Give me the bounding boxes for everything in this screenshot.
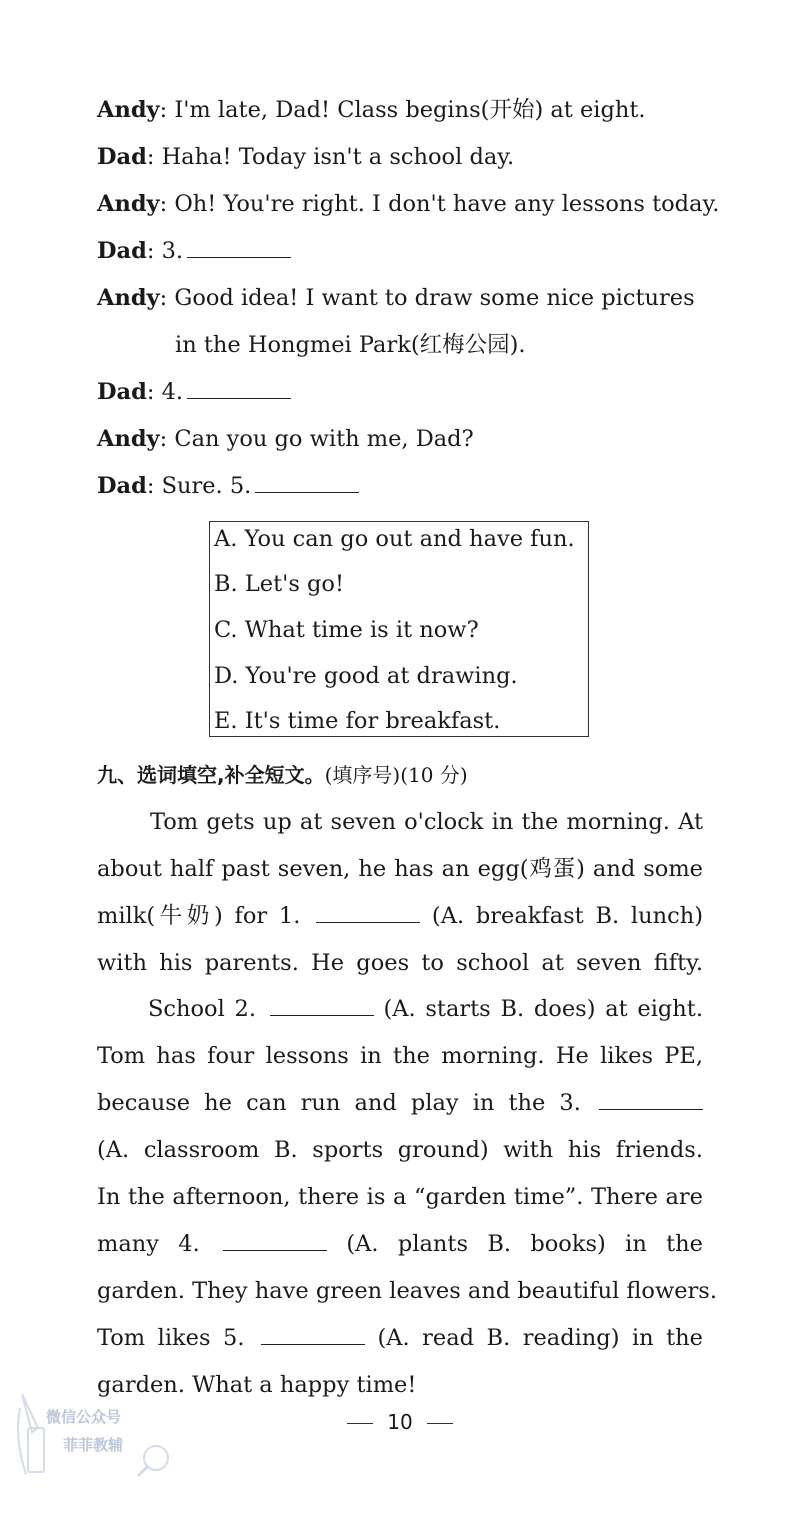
passage-line: many 4. (A. plants B. books) in the (97, 1231, 703, 1257)
speaker-name: Andy (97, 285, 160, 311)
dialogue-line: Andy: Good idea! I want to draw some nice pictures (97, 285, 695, 311)
section-title: 九、选词填空,补全短文。 (97, 763, 325, 787)
dialogue-text: Can you go with me, Dad? (174, 426, 474, 452)
dialogue-text: Sure. 5. (161, 473, 252, 499)
passage-line: Tom has four lessons in the morning. He likes PE, (97, 1043, 703, 1069)
passage-line: Tom gets up at seven o'clock in the morning. At (150, 809, 703, 835)
passage-line: In the afternoon, there is a “garden time”. There are (97, 1184, 703, 1210)
speaker-name: Andy (97, 426, 160, 452)
dialogue-line: Andy: Can you go with me, Dad? (97, 426, 474, 452)
passage-line: because he can run and play in the 3. (97, 1088, 703, 1118)
passage-blank-1[interactable] (316, 902, 420, 923)
answer-blank-3[interactable] (187, 237, 291, 258)
option-d: D. You're good at drawing. (214, 663, 518, 689)
passage-line: Tom likes 5. (A. read B. reading) in the (97, 1325, 703, 1351)
watermark-line2: 菲菲教辅 (63, 1436, 124, 1454)
option-b: B. Let's go! (214, 571, 345, 597)
speaker-name: Dad (97, 473, 147, 499)
speaker-name: Andy (97, 191, 160, 217)
dialogue-text: 3. (161, 238, 184, 264)
passage-blank-3[interactable] (599, 1089, 703, 1110)
page-number: 10 (0, 1410, 800, 1434)
page-dash-left (347, 1423, 373, 1424)
watermark (8, 1388, 173, 1480)
dialogue-line: Andy: Oh! You're right. I don't have any lessons today. (97, 191, 720, 217)
speaker-name: Dad (97, 238, 147, 264)
dialogue-line: Andy: I'm late, Dad! Class begins(开始) at eight. (97, 97, 646, 123)
passage-blank-4[interactable] (223, 1230, 327, 1251)
dialogue-text: Good idea! I want to draw some nice pictures (174, 285, 695, 311)
speaker-name: Dad (97, 379, 147, 405)
passage-line: (A. classroom B. sports ground) with his friends. (97, 1137, 703, 1163)
dialogue-line: Dad: 3. (97, 236, 291, 266)
dialogue-text: I'm late, Dad! Class begins(开始) at eight. (174, 97, 646, 123)
watermark-line1: 微信公众号 (46, 1408, 122, 1426)
answer-blank-5[interactable] (255, 472, 359, 493)
options-box (209, 521, 589, 737)
section-note: (填序号)(10 分) (324, 763, 468, 787)
passage-blank-5[interactable] (261, 1324, 365, 1345)
passage-line: with his parents. He goes to school at seven fifty. (97, 950, 703, 976)
dialogue-line: Dad: 4. (97, 377, 291, 407)
option-c: C. What time is it now? (214, 617, 479, 643)
passage-line: about half past seven, he has an egg(鸡蛋) and some (97, 856, 703, 882)
dialogue-text: 4. (161, 379, 184, 405)
dialogue-continuation: in the Hongmei Park(红梅公园). (175, 332, 526, 358)
dialogue-text: Haha! Today isn't a school day. (161, 144, 515, 170)
passage-line: School 2. (A. starts B. does) at eight. (148, 996, 703, 1022)
passage-line: garden. What a happy time! (97, 1372, 417, 1398)
passage-blank-2[interactable] (270, 995, 374, 1016)
speaker-name: Andy (97, 97, 160, 123)
dialogue-line: Dad: Haha! Today isn't a school day. (97, 144, 515, 170)
option-e: E. It's time for breakfast. (214, 708, 501, 734)
dialogue-text: Oh! You're right. I don't have any lessons today. (174, 191, 720, 217)
dialogue-line: Dad: Sure. 5. (97, 471, 359, 501)
passage-line: milk(牛奶) for 1. (A. breakfast B. lunch) (97, 903, 703, 929)
section-heading (97, 760, 468, 790)
option-a: A. You can go out and have fun. (214, 526, 575, 552)
page-dash-right (427, 1423, 453, 1424)
answer-blank-4[interactable] (187, 378, 291, 399)
passage-line: garden. They have green leaves and beautiful flowers. (97, 1278, 718, 1304)
speaker-name: Dad (97, 144, 147, 170)
